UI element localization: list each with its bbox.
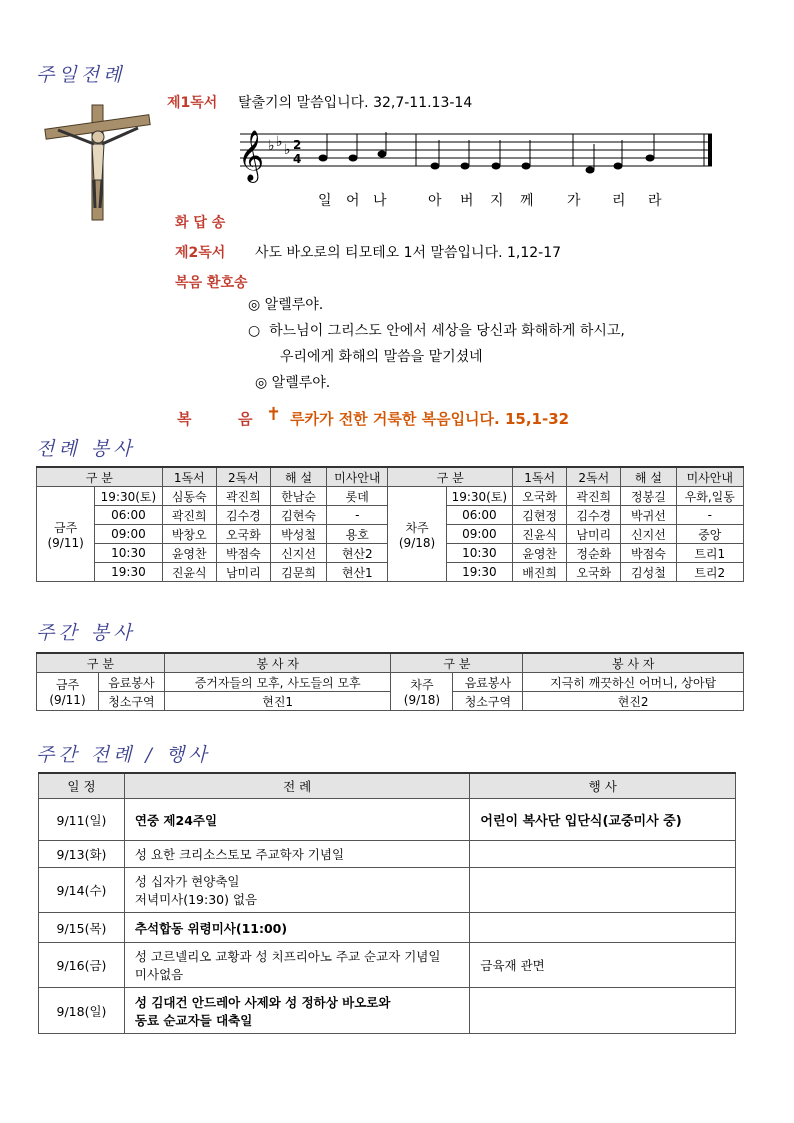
section-title-weekly-events: 주간 전례 / 행사: [36, 744, 211, 766]
svg-text:4: 4: [293, 152, 302, 166]
table-cell: 배진희: [513, 563, 567, 582]
table-cell: 김수경: [216, 506, 270, 525]
table-cell: 김문희: [270, 563, 326, 582]
table-cell: 19:30: [95, 563, 162, 582]
acclamation-line3: 우리에게 화해의 말씀을 맡기셨네: [280, 349, 483, 365]
header-cell: 미사안내: [327, 467, 388, 487]
weekly-events-table: [38, 772, 736, 1034]
table-cell: 곽진희: [162, 506, 216, 525]
table-cell: 박점숙: [216, 544, 270, 563]
table-cell: 19:30: [446, 563, 512, 582]
header-cell: 1독서: [513, 467, 567, 487]
lyric-syllable: 가: [567, 193, 581, 209]
lyric-syllable: 지: [490, 193, 504, 209]
table-cell: 10:30: [95, 544, 162, 563]
header-cell: 일 정: [39, 773, 125, 799]
header-cell: 2독서: [216, 467, 270, 487]
table-cell: 19:30(토): [446, 487, 512, 506]
acclamation-line1: ◎ 알렐루야.: [248, 297, 324, 313]
event-liturgy: 연중 제24주일: [124, 799, 469, 841]
table-cell: 심동숙: [162, 487, 216, 506]
table-cell: 신지선: [270, 544, 326, 563]
week-label-this: 금주 (9/11): [37, 673, 99, 711]
table-cell: 음료봉사: [453, 673, 523, 692]
table-cell: 06:00: [95, 506, 162, 525]
table-cell: 트리2: [676, 563, 744, 582]
event-date: 9/16(금): [39, 943, 125, 988]
liturgy-service-table: [36, 466, 744, 582]
section-title-liturgy-service: 전례 봉사: [36, 438, 136, 460]
table-cell: 음료봉사: [98, 673, 164, 692]
table-cell: 용호: [327, 525, 388, 544]
table-cell: 오국화: [567, 563, 621, 582]
lyric-syllable: 버: [460, 193, 474, 209]
lyric-syllable: 어: [346, 193, 360, 209]
table-cell: 정봉길: [621, 487, 676, 506]
table-cell: 박귀선: [621, 506, 676, 525]
table-cell: 김성철: [621, 563, 676, 582]
header-cell: 해 설: [621, 467, 676, 487]
event-activity: 금육재 관면: [470, 943, 736, 988]
table-cell: 현산1: [327, 563, 388, 582]
table-cell: -: [327, 506, 388, 525]
event-activity: 어린이 복사단 입단식(교중미사 중): [470, 799, 736, 841]
weekly-service-table: [36, 652, 744, 711]
table-cell: 남미리: [216, 563, 270, 582]
svg-text:♭: ♭: [276, 134, 283, 150]
table-cell: 19:30(토): [95, 487, 162, 506]
table-cell: 김수경: [567, 506, 621, 525]
event-liturgy: 성 요한 크리소스토모 주교학자 기념일: [124, 841, 469, 868]
table-cell: 우화,일동: [676, 487, 744, 506]
table-cell: 박점숙: [621, 544, 676, 563]
table-cell: 김현숙: [270, 506, 326, 525]
event-activity: [470, 988, 736, 1034]
lyric-syllable: 아: [428, 193, 442, 209]
header-cell: 행 사: [470, 773, 736, 799]
reading2-label: 제2독서: [175, 245, 226, 261]
header-cell: 봉 사 자: [164, 653, 391, 673]
table-cell: 09:00: [95, 525, 162, 544]
header-cell: 2독서: [567, 467, 621, 487]
music-score: [230, 120, 720, 190]
table-cell: 09:00: [446, 525, 512, 544]
week-label-next: 차주 (9/18): [388, 487, 446, 582]
table-cell: 롯데: [327, 487, 388, 506]
table-cell: 신지선: [621, 525, 676, 544]
psalm-lyrics: [0, 190, 794, 210]
table-row: [39, 988, 736, 1034]
cross-icon: ✝: [266, 404, 282, 425]
table-cell: 증거자들의 모후, 사도들의 모후: [164, 673, 391, 692]
table-cell: 오국화: [513, 487, 567, 506]
header-cell: 전 례: [124, 773, 469, 799]
table-cell: 청소구역: [98, 692, 164, 711]
event-activity: [470, 841, 736, 868]
table-cell: 윤영찬: [513, 544, 567, 563]
event-date: 9/15(목): [39, 913, 125, 943]
table-cell: 현진2: [523, 692, 744, 711]
lyric-syllable: 라: [648, 193, 662, 209]
reading1-text: 탈출기의 말씀입니다. 32,7-11.13-14: [238, 95, 473, 111]
week-label-next: 차주 (9/18): [391, 673, 453, 711]
event-date: 9/14(수): [39, 868, 125, 913]
table-cell: 박창오: [162, 525, 216, 544]
event-liturgy: 성 김대건 안드레아 사제와 성 정하상 바오로와 동료 순교자들 대축일: [124, 988, 469, 1034]
event-liturgy: 추석합동 위령미사(11:00): [124, 913, 469, 943]
table-cell: 정순화: [567, 544, 621, 563]
header-cell: 구 분: [388, 467, 513, 487]
week-label-this: 금주 (9/11): [37, 487, 95, 582]
gospel-label-1: 복: [177, 410, 192, 428]
table-cell: 현진1: [164, 692, 391, 711]
event-date: 9/11(일): [39, 799, 125, 841]
table-cell: 트리1: [676, 544, 744, 563]
acclamation-line4: ◎ 알렐루야.: [255, 375, 331, 391]
table-cell: 윤영찬: [162, 544, 216, 563]
event-liturgy: 성 십자가 현양축일 저녁미사(19:30) 없음: [124, 868, 469, 913]
lyric-syllable: 일: [318, 193, 332, 209]
gospel-text: 루카가 전한 거룩한 복음입니다. 15,1-32: [290, 410, 570, 428]
table-cell: -: [676, 506, 744, 525]
acclamation-line2: ○ 하느님이 그리스도 안에서 세상을 당신과 화해하게 하시고,: [248, 323, 625, 339]
table-cell: 한남순: [270, 487, 326, 506]
section-title-sunday: 주일전례: [36, 64, 126, 86]
svg-text:♭: ♭: [284, 142, 291, 158]
table-cell: 곽진희: [216, 487, 270, 506]
table-cell: 진윤식: [513, 525, 567, 544]
header-cell: 1독서: [162, 467, 216, 487]
event-date: 9/18(일): [39, 988, 125, 1034]
table-row: [39, 841, 736, 868]
header-cell: 해 설: [270, 467, 326, 487]
table-cell: 06:00: [446, 506, 512, 525]
header-cell: 구 분: [37, 467, 163, 487]
table-cell: 남미리: [567, 525, 621, 544]
header-cell: 미사안내: [676, 467, 744, 487]
header-cell: 구 분: [37, 653, 165, 673]
lyric-syllable: 나: [373, 193, 387, 209]
table-row: [39, 913, 736, 943]
table-cell: 중앙: [676, 525, 744, 544]
table-row: [39, 943, 736, 988]
table-cell: 지극히 깨끗하신 어머니, 상아탑: [523, 673, 744, 692]
event-activity: [470, 913, 736, 943]
table-cell: 현산2: [327, 544, 388, 563]
lyric-syllable: 께: [520, 193, 534, 209]
svg-text:♭: ♭: [268, 138, 275, 154]
header-cell: 봉 사 자: [523, 653, 744, 673]
event-liturgy: 성 고르넬리오 교황과 성 치프리아노 주교 순교자 기념일 미사없음: [124, 943, 469, 988]
table-cell: 김현정: [513, 506, 567, 525]
header-cell: 구 분: [391, 653, 523, 673]
reading1-label: 제1독서: [167, 95, 218, 111]
svg-text:2: 2: [293, 138, 302, 152]
table-row: [39, 799, 736, 841]
table-row: [39, 868, 736, 913]
gospel-label-2: 음: [238, 410, 253, 428]
lyric-syllable: 리: [612, 193, 626, 209]
section-title-weekly-service: 주간 봉사: [36, 622, 136, 644]
table-cell: 곽진희: [567, 487, 621, 506]
table-cell: 진윤식: [162, 563, 216, 582]
table-cell: 오국화: [216, 525, 270, 544]
reading2-text: 사도 바오로의 티모테오 1서 말씀입니다. 1,12-17: [255, 245, 562, 261]
table-cell: 청소구역: [453, 692, 523, 711]
psalm-label: 화 답 송: [175, 215, 226, 231]
event-date: 9/13(화): [39, 841, 125, 868]
event-activity: [470, 868, 736, 913]
acclamation-label: 복음 환호송: [175, 275, 248, 291]
svg-text:𝄞: 𝄞: [238, 130, 265, 181]
table-cell: 박성철: [270, 525, 326, 544]
table-cell: 10:30: [446, 544, 512, 563]
